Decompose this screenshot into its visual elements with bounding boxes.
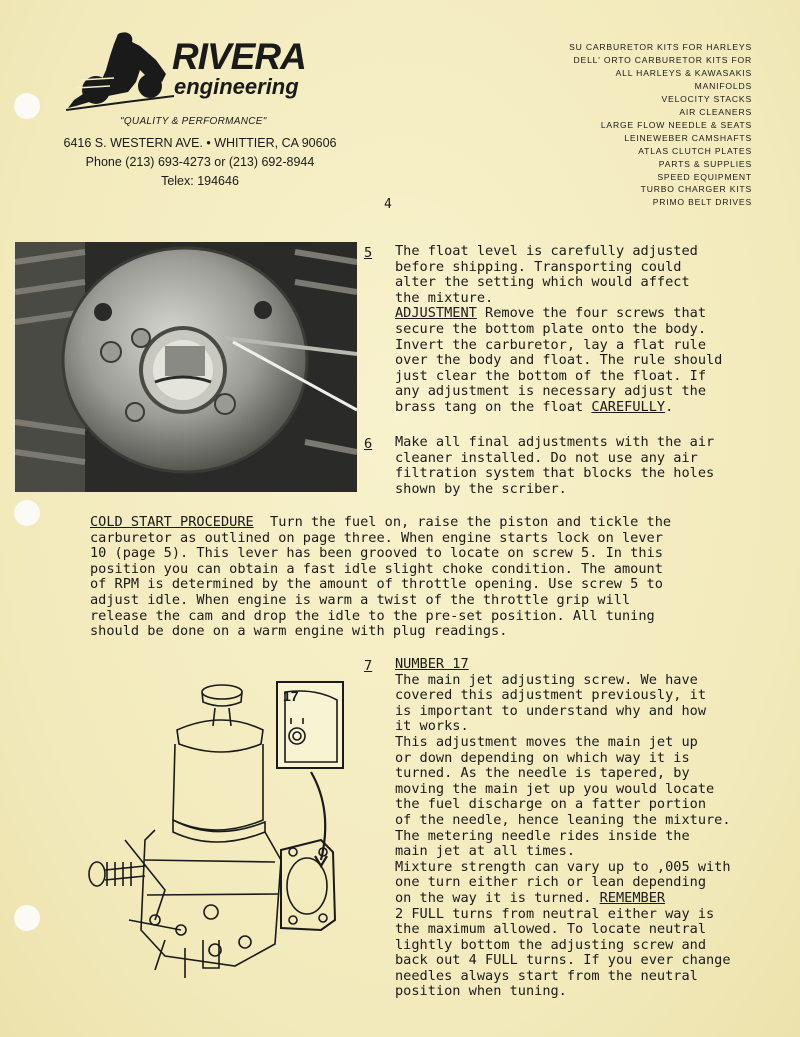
service-item: ALL HARLEYS & KAWASAKIS bbox=[615, 67, 752, 78]
punch-hole bbox=[14, 93, 40, 119]
cold-start-heading: COLD START PROCEDURE bbox=[90, 514, 254, 530]
brand-logo bbox=[172, 38, 306, 98]
service-item: LEINEWEBER CAMSHAFTS bbox=[624, 132, 752, 143]
service-item: PARTS & SUPPLIES bbox=[658, 158, 752, 169]
service-item: MANIFOLDS bbox=[694, 80, 752, 91]
step-7-text-b: 2 FULL turns from neutral either way is the maximum allowed. To locate neutral lightly bottom the adjusting screw and back out 4 FULL turns. If you ever change needles always start from the neutral position when tuning. bbox=[395, 905, 731, 1000]
brand-subtitle: engineering bbox=[174, 74, 299, 99]
remember-emphasis: REMEMBER bbox=[599, 889, 666, 906]
step-6-number: 6 bbox=[364, 436, 373, 452]
step-5-body-first: Remove the four screws that bbox=[476, 305, 706, 322]
tagline: "QUALITY & PERFORMANCE" bbox=[120, 116, 267, 127]
service-item: DELL' ORTO CARBURETOR KITS FOR bbox=[573, 54, 752, 65]
service-item: SPEED EQUIPMENT bbox=[657, 171, 752, 182]
carburetor-photo bbox=[15, 242, 357, 492]
cold-start-text: carburetor as outlined on page three. When engine starts lock on lever 10 (page 5). This lever has been grooved to locate on screw 5. In this position you can obtain a fast idle slight choke condition. The amount of RPM is determined by the amount of throttle opening. Use screw 5 to adjust idle. When engine is warm a twist of the throttle grip will release the cam and drop the idle to the pre-set position. All tuning should be done on a warm engine with plug readings. bbox=[90, 529, 663, 640]
step-7-text bbox=[395, 657, 731, 1000]
service-item: LARGE FLOW NEEDLE & SEATS bbox=[600, 119, 752, 130]
step-5-text bbox=[395, 244, 722, 416]
rider-logo-icon bbox=[66, 30, 176, 112]
service-item: AIR CLEANERS bbox=[679, 106, 752, 117]
cold-start-paragraph bbox=[90, 515, 671, 640]
step-5-body: secure the bottom plate onto the body. Invert the carburetor, lay a flat rule over the body and float. The rule should just clear the bottom of the float. If any adjustment is necessary adjust the brass tang on the float bbox=[395, 320, 723, 415]
brand-name: RIVERA bbox=[172, 36, 306, 77]
callout-label: 17 bbox=[283, 688, 299, 704]
address: 6416 S. WESTERN AVE. • WHITTIER, CA 90606 bbox=[63, 136, 337, 150]
service-item: TURBO CHARGER KITS bbox=[640, 184, 752, 195]
punch-hole bbox=[14, 905, 40, 931]
service-item: PRIMO BELT DRIVES bbox=[652, 197, 752, 208]
phone: Phone (213) 693-4273 or (213) 692-8944 bbox=[85, 155, 315, 169]
step-7-text-a: The main jet adjusting screw. We have covered this adjustment previously, it is important to understand why and how it works. This adjustment moves the main jet up or down depending on which way it is turned. As the needle is tapered, by moving the main jet up you would locate the fuel discharge on a fatter portion of the needle, hence leaning the mixture. The metering needle rides inside the main jet at all times. Mixture strength can vary up to ,005 with one turn either rich or lean depending on the way it is turned. bbox=[395, 671, 731, 906]
service-item: VELOCITY STACKS bbox=[661, 93, 752, 104]
carefully-emphasis: CAREFULLY bbox=[591, 398, 666, 415]
number-17-heading: NUMBER 17 bbox=[395, 656, 469, 672]
page-number: 4 bbox=[384, 197, 392, 212]
step-5-end: . bbox=[665, 398, 674, 415]
cold-start-first-line: Turn the fuel on, raise the piston and tickle the bbox=[253, 514, 672, 530]
step-5-intro: The float level is carefully adjusted before shipping. Transporting could alter the setting which would affect the mixture. bbox=[395, 243, 698, 306]
service-item: ATLAS CLUTCH PLATES bbox=[638, 145, 752, 156]
service-item: SU CARBURETOR KITS FOR HARLEYS bbox=[569, 42, 752, 52]
step-6-text: Make all final adjustments with the air cleaner installed. Do not use any air filtration system that blocks the holes shown by the scriber. bbox=[395, 434, 715, 497]
punch-hole bbox=[14, 500, 40, 526]
step-5-number: 5 bbox=[364, 245, 373, 261]
carburetor-illustration bbox=[85, 680, 370, 980]
services-list bbox=[569, 41, 752, 209]
contact-block bbox=[40, 134, 360, 191]
telex: Telex: 194646 bbox=[161, 174, 239, 188]
step-7-number: 7 bbox=[364, 658, 373, 674]
adjustment-heading: ADJUSTMENT bbox=[395, 305, 477, 322]
